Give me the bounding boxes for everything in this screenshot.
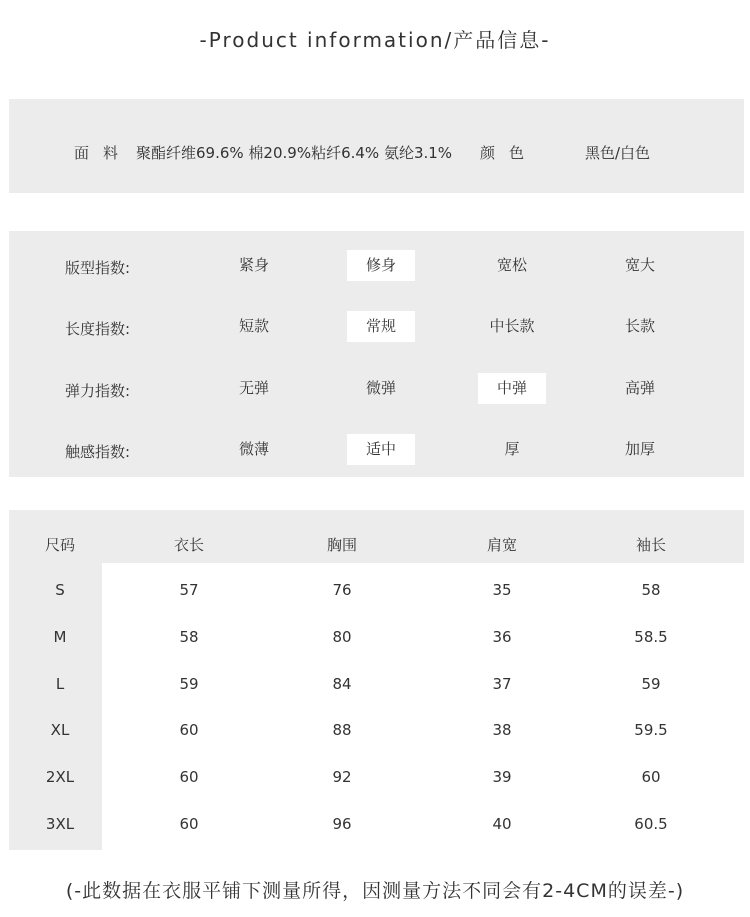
elasticity-index-row <box>9 373 744 405</box>
sleeve-cell: 59.5 <box>634 721 668 739</box>
chest-cell: 92 <box>332 768 352 786</box>
texture-option: 加厚 <box>624 440 655 458</box>
header-size: 尺码 <box>44 536 75 554</box>
size-cell: L <box>55 675 65 693</box>
sleeve-cell: 58.5 <box>634 628 668 646</box>
header-shoulder: 肩宽 <box>486 536 517 554</box>
length-option: 长款 <box>624 317 655 335</box>
table-row <box>9 721 744 745</box>
size-cell: 3XL <box>45 815 75 833</box>
length-option: 短款 <box>238 317 269 335</box>
size-cell: 2XL <box>45 768 75 786</box>
length-cell: 57 <box>179 581 199 599</box>
color-label: 颜色 <box>480 144 539 162</box>
texture-option-selected: 适中 <box>347 434 415 465</box>
shoulder-cell: 38 <box>492 721 512 739</box>
length-cell: 60 <box>179 768 199 786</box>
elasticity-option-selected: 中弹 <box>478 373 546 404</box>
fit-option: 紧身 <box>238 256 269 274</box>
chest-cell: 80 <box>332 628 352 646</box>
table-row <box>9 628 744 652</box>
shoulder-cell: 36 <box>492 628 512 646</box>
length-cell: 60 <box>179 721 199 739</box>
shoulder-cell: 37 <box>492 675 512 693</box>
length-cell: 59 <box>179 675 199 693</box>
fit-option: 宽松 <box>496 256 527 274</box>
elasticity-index-label: 弹力指数: <box>65 382 131 400</box>
header-length: 衣长 <box>173 536 204 554</box>
shoulder-cell: 39 <box>492 768 512 786</box>
material-value: 聚酯纤维69.6% 棉20.9%粘纤6.4% 氨纶3.1% <box>136 144 453 162</box>
texture-option: 厚 <box>504 440 520 458</box>
table-row <box>9 768 744 792</box>
header-sleeve: 袖长 <box>635 536 666 554</box>
size-table <box>9 510 744 850</box>
size-table-header <box>9 510 744 563</box>
elasticity-option: 无弹 <box>238 379 269 397</box>
table-row <box>9 675 744 699</box>
shoulder-cell: 40 <box>492 815 512 833</box>
size-cell: S <box>55 581 65 599</box>
fit-option: 宽大 <box>624 256 655 274</box>
sleeve-cell: 60.5 <box>634 815 668 833</box>
color-value: 黑色/白色 <box>585 144 651 162</box>
chest-cell: 76 <box>332 581 352 599</box>
texture-index-label: 触感指数: <box>65 443 131 461</box>
chest-cell: 88 <box>332 721 352 739</box>
size-cell: XL <box>50 721 70 739</box>
elasticity-option: 高弹 <box>624 379 655 397</box>
chest-cell: 96 <box>332 815 352 833</box>
length-option: 中长款 <box>489 317 535 335</box>
material-color-panel <box>9 99 744 193</box>
texture-option: 微薄 <box>238 440 269 458</box>
elasticity-option: 微弹 <box>365 379 396 397</box>
length-cell: 58 <box>179 628 199 646</box>
length-index-label: 长度指数: <box>65 320 131 338</box>
sleeve-cell: 58 <box>641 581 661 599</box>
sleeve-cell: 59 <box>641 675 661 693</box>
size-cell: M <box>53 628 67 646</box>
page-title: -Product information/产品信息- <box>199 28 551 52</box>
length-option-selected: 常规 <box>347 311 415 342</box>
fit-index-row <box>9 250 744 282</box>
size-column-background <box>9 563 102 850</box>
length-index-row <box>9 311 744 343</box>
fit-option-selected: 修身 <box>347 250 415 281</box>
measurement-note: (-此数据在衣服平铺下测量所得，因测量方法不同会有2-4CM的误差-) <box>65 880 685 902</box>
shoulder-cell: 35 <box>492 581 512 599</box>
material-label: 面料 <box>74 144 133 162</box>
fit-index-label: 版型指数: <box>65 259 131 277</box>
chest-cell: 84 <box>332 675 352 693</box>
table-row <box>9 815 744 839</box>
header-chest: 胸围 <box>326 536 357 554</box>
table-row <box>9 581 744 605</box>
index-panel <box>9 231 744 477</box>
texture-index-row <box>9 434 744 466</box>
sleeve-cell: 60 <box>641 768 661 786</box>
length-cell: 60 <box>179 815 199 833</box>
